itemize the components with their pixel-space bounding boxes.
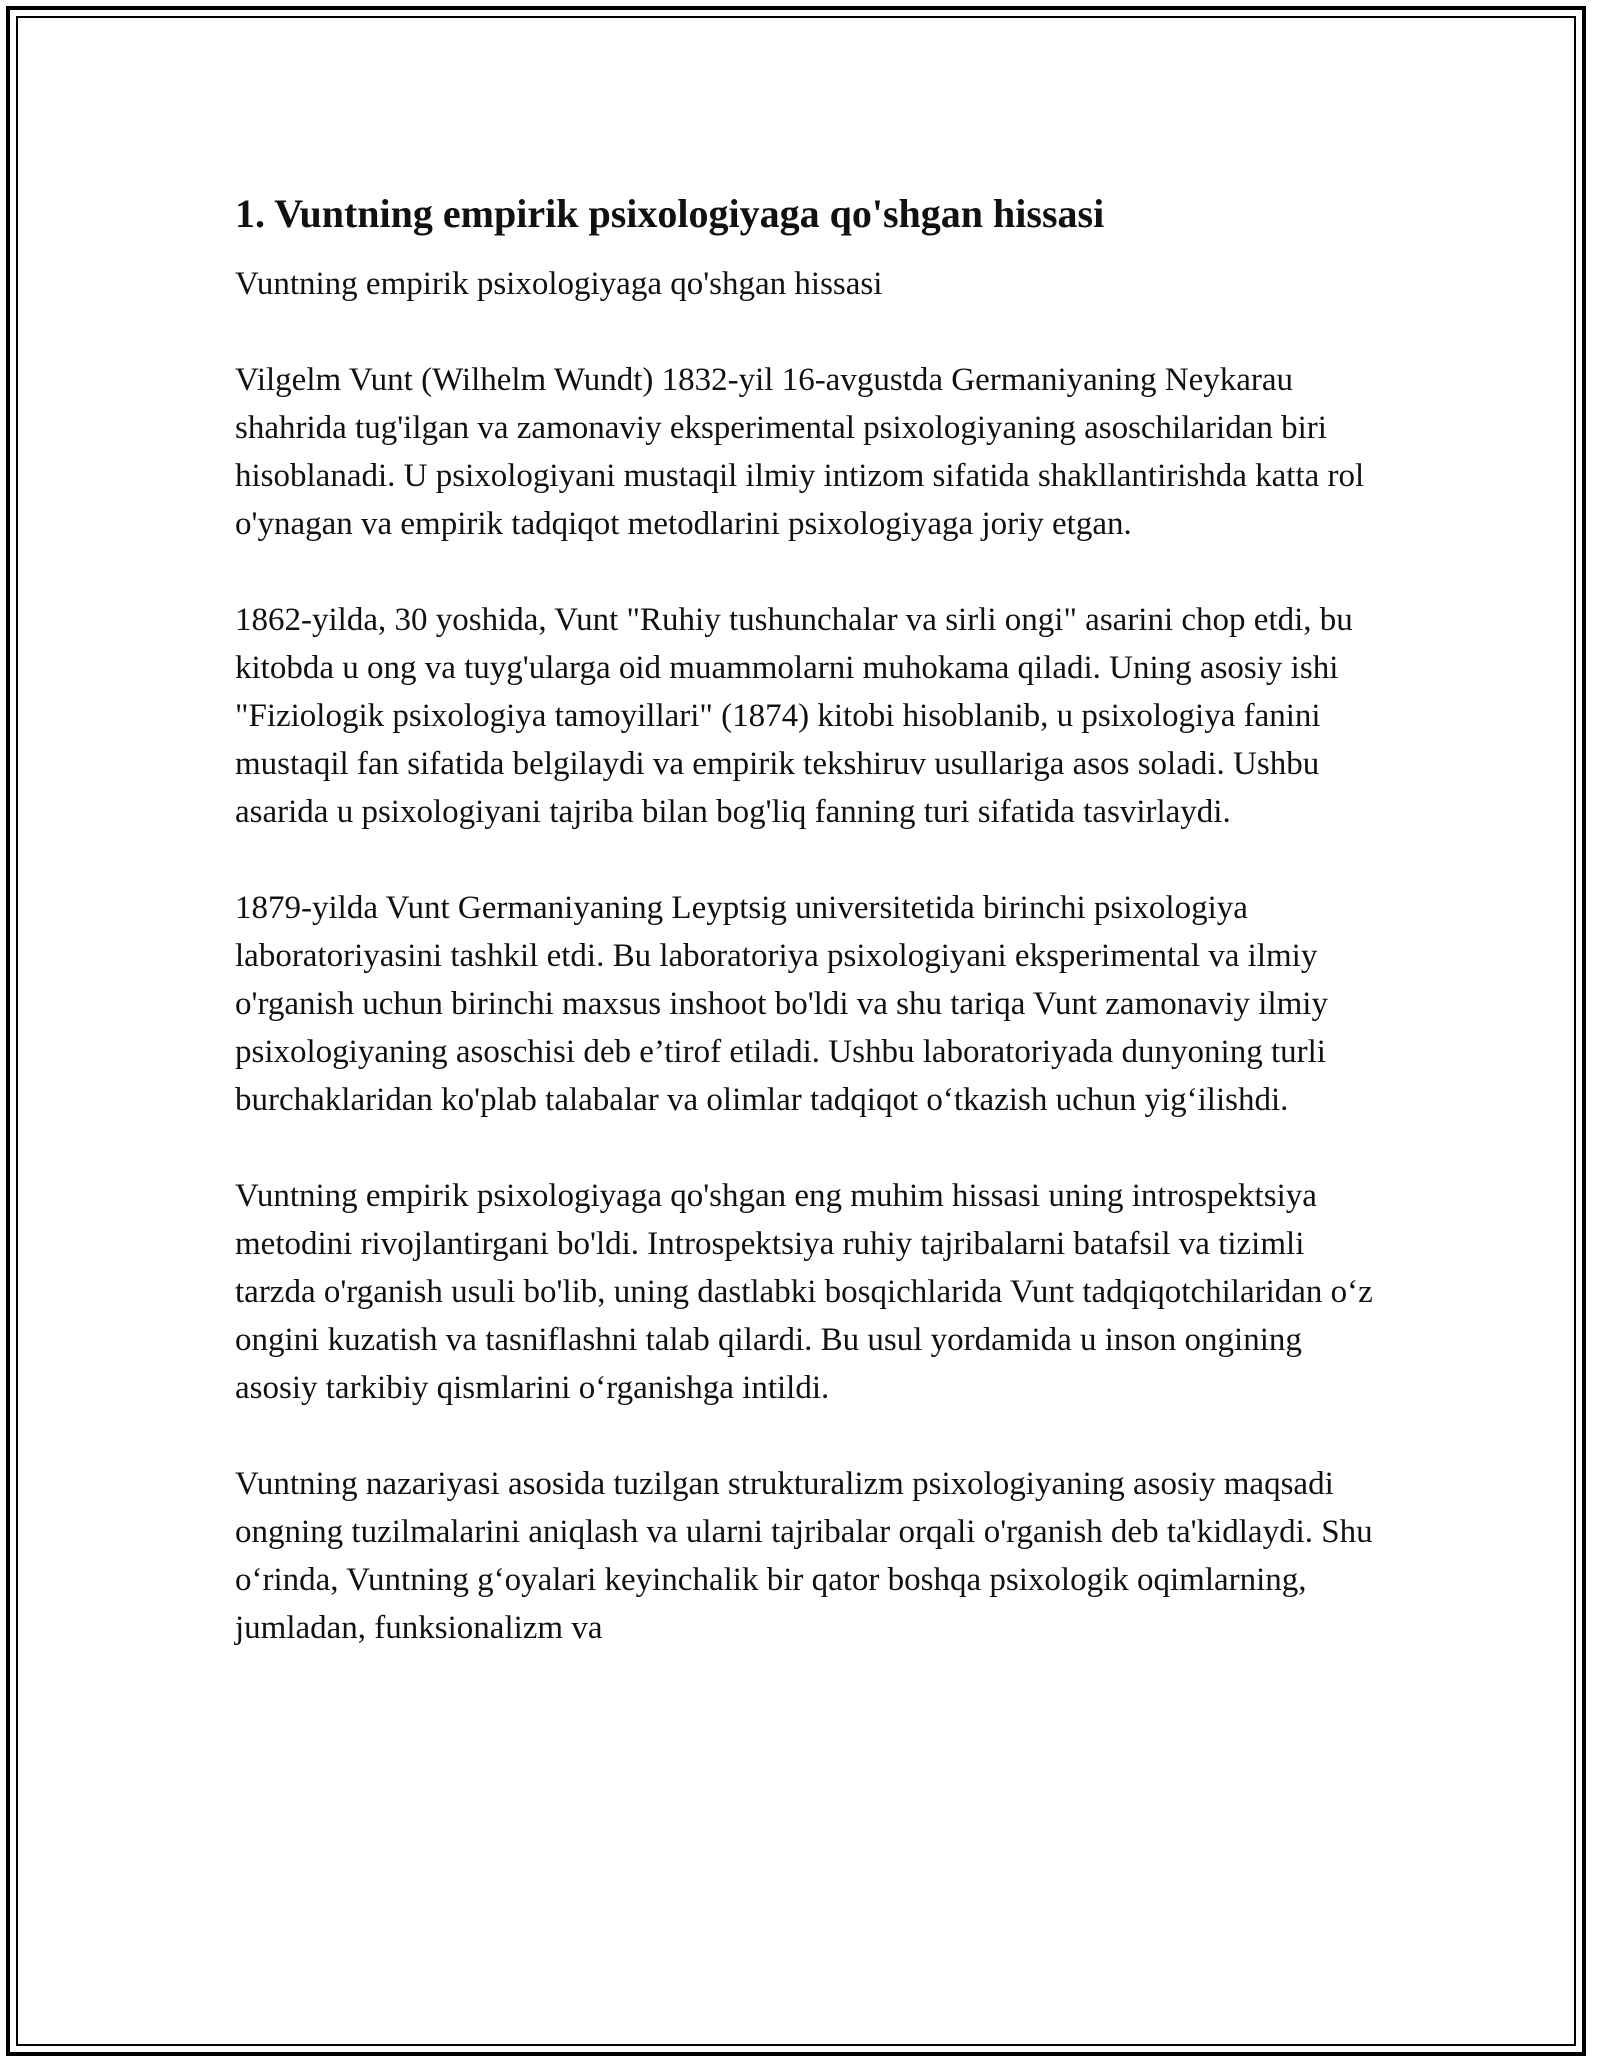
paragraph-3: 1879-yilda Vunt Germaniyaning Leyptsig universitetida birinchi psixologiya laboratoriyasini tashkil etdi. Bu laboratoriya psixologiyani eksperimental va ilmiy o'rganish uchun birinchi maxsus inshoot bo'ldi va shu tariqa Vunt zamonaviy ilmiy psixologiyaning asoschisi deb e’tirof etiladi. Ushbu laboratoriyada dunyoning turli burchaklaridan ko'plab talabalar va olimlar tadqiqot o‘tkazish uchun yig‘ilishdi. [235,890,1328,1118]
document-title: 1. Vuntning empirik psixologiyaga qo'shgan hissasi [235,191,1105,236]
paragraph-1: Vilgelm Vunt (Wilhelm Wundt) 1832-yil 16-avgustda Germaniyaning Neykarau shahrida tug'ilgan va zamonaviy eksperimental psixologiyaning asoschilaridan biri hisoblanadi. U psixologiyani mustaqil ilmiy intizom sifatida shakllantirishda katta rol o'ynagan va empirik tadqiqot metodlarini psixologiyaga joriy etgan. [235,362,1365,542]
paragraph-4: Vuntning empirik psixologiyaga qo'shgan eng muhim hissasi uning introspektsiya metodini rivojlantirgani bo'ldi. Introspektsiya ruhiy tajribalarni batafsil va tizimli tarzda o'rganish usuli bo'lib, uning dastlabki bosqichlarida Vunt tadqiqotchilaridan o‘z ongini kuzatish va tasniflashni talab qilardi. Bu usul yordamida u inson ongining asosiy tarkibiy qismlarini o‘rganishga intildi. [235,1178,1373,1406]
paragraph-2: 1862-yilda, 30 yoshida, Vunt "Ruhiy tushunchalar va sirli ongi" asarini chop etdi, bu kitobda u ong va tuyg'ularga oid muammolarni muhokama qiladi. Uning asosiy ishi "Fiziologik psixologiya tamoyillari" (1874) kitobi hisoblanib, u psixologiya fanini mustaqil fan sifatida belgilaydi va empirik tekshiruv usullariga asos soladi. Ushbu asarida u psixologiyani tajriba bilan bog'liq fanning turi sifatida tasvirlaydi. [235,602,1353,830]
paragraph-5: Vuntning nazariyasi asosida tuzilgan strukturalizm psixologiyaning asosiy maqsadi ongning tuzilmalarini aniqlash va ularni tajribalar orqali o'rganish deb ta'kidlaydi. Shu o‘rinda, Vuntning g‘oyalari keyinchalik bir qator boshqa psixologik oqimlarning, jumladan, funksionalizm va [235,1466,1373,1646]
document-subtitle: Vuntning empirik psixologiyaga qo'shgan hissasi [235,266,883,302]
document-body [235,188,1375,1652]
